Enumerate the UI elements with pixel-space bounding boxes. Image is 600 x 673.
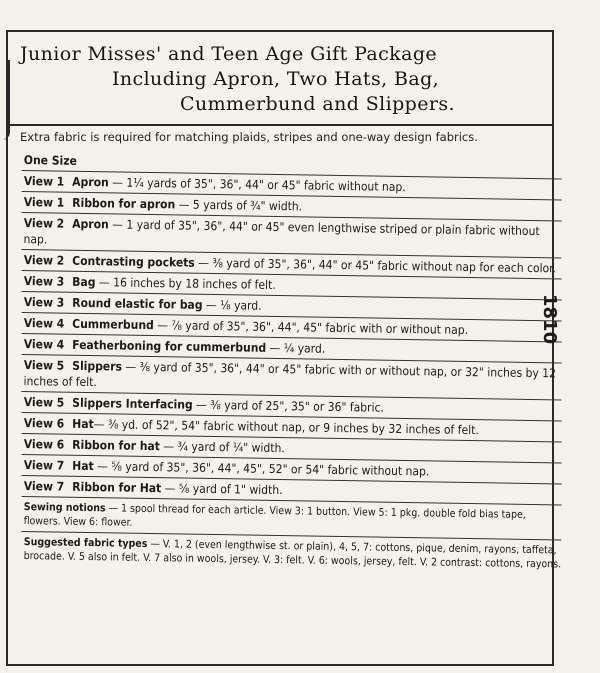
view-label: View 3	[23, 274, 65, 289]
view-label: View 1	[23, 174, 65, 189]
size-label: One Size	[23, 153, 77, 168]
item-text: — 5 yards of ¾" width.	[175, 197, 303, 214]
item-name: Bag	[72, 274, 96, 290]
view-label: View 4	[23, 316, 65, 331]
yardage-table	[22, 150, 562, 571]
item-text: — ⅜ yd. of 52", 54" fabric without nap, or 9 inches by 32 inches of felt.	[93, 417, 479, 438]
item-name: Apron	[72, 216, 109, 232]
item-text: — ¼ yard.	[266, 340, 326, 356]
item-text: — ⅜ yard of 35", 36", 44" or 45" fabric with or without nap, or 32" inches by 12 inches of felt.	[23, 359, 557, 390]
item-text: — 1 yard of 35", 36", 44" or 45" even lengthwise striped or plain fabric without nap.	[23, 217, 540, 247]
item-text: — 16 inches by 18 inches of felt.	[95, 275, 276, 292]
item-text: — 1¼ yards of 35", 36", 44" or 45" fabric without nap.	[108, 175, 406, 195]
pattern-title	[16, 42, 556, 117]
view-label: View 7	[23, 479, 65, 494]
title-line-1: Junior Misses' and Teen Age Gift Package	[20, 43, 438, 65]
item-name: Cummerbund	[72, 316, 154, 333]
suggested-text: — V. 1, 2 (even lengthwise st. or plain), 4, 5, 7: cottons, pique, denim, rayons, taffeta, brocade. V. 5 also in felt. V. 7 also in wools, jersey. V. 3: felt. V. 6: wools, jersey, felt. V. 2 contrast: cottons, rayons.	[23, 537, 562, 571]
view-label: View 2	[23, 253, 65, 268]
item-name: Round elastic for bag	[72, 295, 203, 312]
notions-label: Sewing notions	[23, 501, 106, 515]
view-label: View 6	[23, 416, 65, 431]
title-divider	[8, 124, 552, 126]
item-name: Featherboning for cummerbund	[72, 337, 267, 355]
item-name: Hat	[72, 416, 94, 432]
view-label: View 6	[23, 437, 65, 452]
notions-text: — 1 spool thread for each article. View 3: 1 button. View 5: 1 pkg. double fold bias tape, flowers. View 6: flower.	[23, 502, 526, 529]
view-label: View 4	[23, 337, 65, 352]
view-label: View 5	[23, 395, 65, 410]
item-text: — ⅛ yard.	[202, 297, 262, 313]
pattern-number: 1810	[539, 294, 560, 345]
view-label: View 1	[23, 195, 65, 210]
item-text: — ⅝ yard of 35", 36", 44", 45", 52" or 54" fabric without nap.	[93, 459, 430, 479]
fabric-note: Extra fabric is required for matching plaids, stripes and one-way design fabrics.	[20, 130, 478, 144]
title-line-3: Cummerbund and Slippers.	[180, 93, 455, 115]
item-name: Hat	[72, 458, 94, 474]
view-label: View 7	[23, 458, 65, 473]
item-name: Slippers Interfacing	[72, 395, 193, 412]
item-name: Ribbon for hat	[72, 437, 160, 454]
item-name: Ribbon for Hat	[72, 479, 162, 496]
view-label: View 3	[23, 295, 65, 310]
view-label: View 2	[23, 216, 65, 231]
item-text: — ⅞ yard of 35", 36", 44", 45" fabric with or without nap.	[153, 318, 469, 338]
item-name: Ribbon for apron	[72, 195, 176, 212]
item-text: — ⅝ yard of 1" width.	[161, 481, 283, 498]
item-name: Contrasting pockets	[72, 253, 195, 270]
title-line-2: Including Apron, Two Hats, Bag,	[112, 68, 440, 90]
item-name: Apron	[72, 174, 109, 190]
suggested-label: Suggested fabric types	[23, 536, 148, 550]
item-name: Slippers	[72, 358, 123, 374]
item-text: — ⅜ yard of 35", 36", 44" or 45" fabric without nap for each color.	[194, 255, 557, 276]
view-label: View 5	[23, 358, 65, 373]
item-text: — ⅜ yard of 25", 35" or 36" fabric.	[192, 397, 385, 415]
item-text: — ¾ yard of ¼" width.	[159, 439, 285, 456]
